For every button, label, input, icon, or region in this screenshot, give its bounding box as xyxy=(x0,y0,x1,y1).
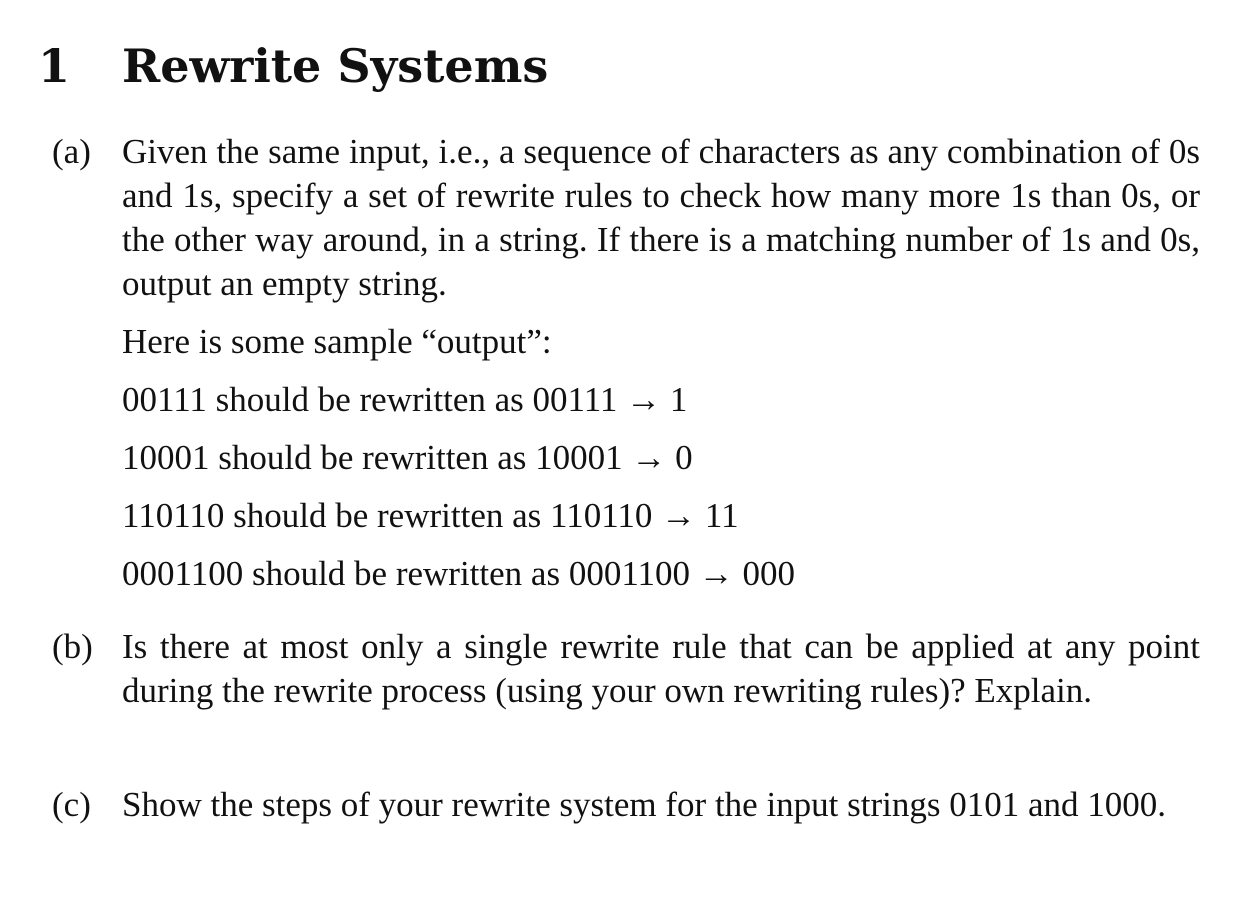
question-item-b xyxy=(52,625,1200,713)
item-body-b xyxy=(122,625,1200,713)
question-text-c: Show the steps of your rewrite system for the input strings 0101 and 1000. xyxy=(122,785,1167,824)
section-number: 1 xyxy=(38,39,71,93)
question-item-c xyxy=(52,783,1200,827)
example-line: 00111 should be rewritten as 00111 → 1 xyxy=(122,380,688,419)
example-line: 10001 should be rewritten as 10001 → 0 xyxy=(122,438,693,477)
section-title xyxy=(38,38,548,94)
item-label-a: (a) xyxy=(52,132,91,171)
section-heading-text: Rewrite Systems xyxy=(122,39,549,93)
item-label-b: (b) xyxy=(52,627,93,666)
question-item-a xyxy=(52,130,1200,596)
item-body-a xyxy=(122,130,1200,596)
item-label-c: (c) xyxy=(52,785,91,824)
question-text-a: Given the same input, i.e., a sequence of characters as any combination of 0s and 1s, specify a set of rewrite rules to check how many more 1s than 0s, or the other way around, in a string. If there is a matching number of 1s and 0s, output an empty string. xyxy=(122,132,1200,303)
question-text-b: Is there at most only a single rewrite rule that can be applied at any point during the rewrite process (using your own rewriting rules)? Explain. xyxy=(122,627,1200,710)
example-line: 110110 should be rewritten as 110110 → 11 xyxy=(122,496,739,535)
example-line: 0001100 should be rewritten as 0001100 → 000 xyxy=(122,554,796,593)
item-body-c xyxy=(122,783,1200,827)
sample-intro: Here is some sample “output”: xyxy=(122,322,552,361)
